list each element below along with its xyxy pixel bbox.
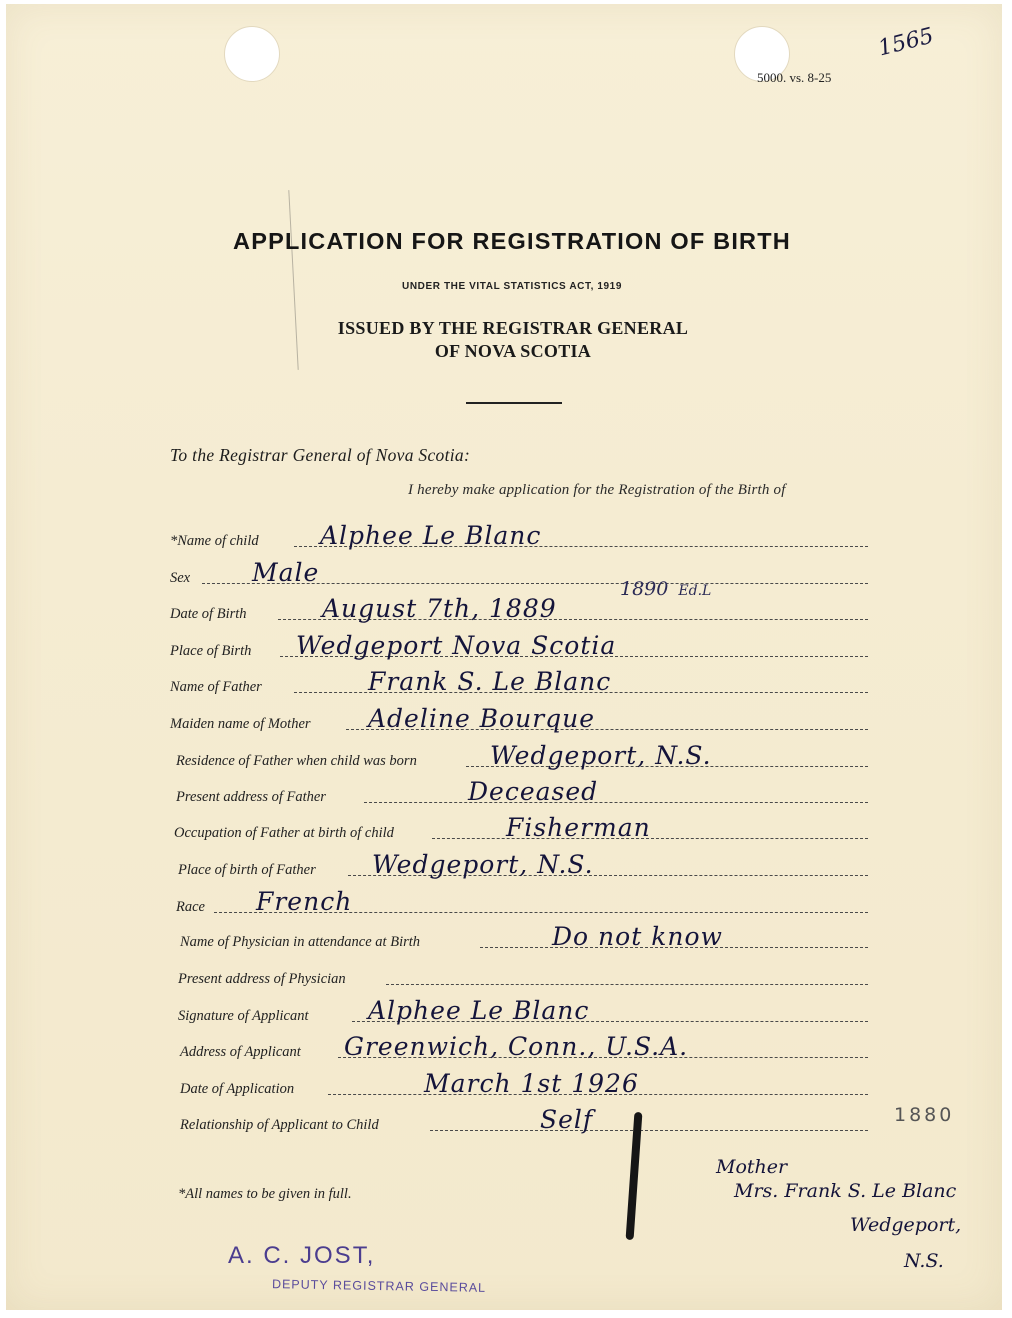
field-label: Present address of Physician: [178, 971, 346, 987]
field-label: Name of Physician in attendance at Birth: [180, 934, 421, 950]
year-correction: [620, 578, 711, 600]
field-value: Do not know: [552, 922, 723, 951]
footnote: *All names to be given in full.: [178, 1186, 352, 1202]
file-number: 1565: [875, 23, 937, 62]
field-label: Occupation of Father at birth of child: [174, 825, 394, 841]
field-label: *Name of child: [170, 533, 259, 549]
field-signature-of-applicant: [170, 996, 868, 1027]
form-number: 5000. vs. 8-25: [757, 70, 832, 85]
field-line: [386, 984, 868, 985]
field-value: August 7th, 1889: [322, 594, 557, 623]
salutation: To the Registrar General of Nova Scotia:: [170, 445, 471, 465]
field-label: Date of Birth: [170, 606, 247, 622]
issuing-authority-line2: OF NOVA SCOTIA: [434, 341, 592, 361]
field-maiden-name-of-mother: [170, 704, 868, 735]
field-value: Greenwich, Conn., U.S.A.: [344, 1032, 689, 1061]
field-present-address-of-physician: [170, 966, 868, 990]
mother-note-label: Mother: [716, 1156, 788, 1178]
field-label: Signature of Applicant: [178, 1008, 309, 1024]
field-name-of-child: [170, 521, 868, 552]
field-label: Place of Birth: [170, 643, 252, 659]
field-label: Place of birth of Father: [178, 862, 316, 878]
title-divider: [466, 402, 562, 404]
field-value: Alphee Le Blanc: [320, 521, 542, 550]
field-value: French: [256, 887, 353, 916]
document-subtitle: UNDER THE VITAL STATISTICS ACT, 1919: [402, 281, 622, 292]
field-value: Wedgeport, N.S.: [372, 850, 594, 879]
stamp-name: A. C. JOST,: [228, 1242, 376, 1269]
field-label: Date of Application: [180, 1081, 295, 1097]
declaration: I hereby make application for the Registration of the Birth of: [408, 482, 786, 498]
field-label: Sex: [170, 570, 191, 586]
field-place-of-birth-of-father: [170, 850, 868, 881]
field-value: Male: [252, 558, 320, 587]
field-date-of-birth: [170, 594, 868, 625]
field-relationship-of-applicant: [170, 1105, 868, 1136]
field-line: [364, 802, 868, 803]
field-race: [170, 887, 868, 918]
field-line: [430, 1130, 868, 1131]
field-value: Wedgeport, N.S.: [490, 741, 712, 770]
mother-note-province: N.S.: [904, 1250, 944, 1272]
stamp-title: DEPUTY REGISTRAR GENERAL: [271, 1277, 487, 1295]
field-sex: [170, 558, 868, 589]
corrected-year: 1890: [620, 578, 669, 600]
field-label: Race: [176, 899, 205, 915]
mother-note-name: Mrs. Frank S. Le Blanc: [734, 1180, 957, 1202]
field-value: Frank S. Le Blanc: [368, 667, 612, 696]
field-value: March 1st 1926: [424, 1069, 639, 1098]
issuing-authority-line1: ISSUED BY THE REGISTRAR GENERAL: [337, 318, 689, 338]
marginal-number: 1880: [894, 1104, 955, 1126]
field-value: Deceased: [468, 777, 599, 806]
field-label: Maiden name of Mother: [170, 716, 311, 732]
document-title: APPLICATION FOR REGISTRATION OF BIRTH: [233, 228, 791, 254]
field-label: Residence of Father when child was born: [176, 753, 417, 769]
field-value: Adeline Bourque: [368, 704, 596, 733]
field-present-address-of-father: [170, 777, 868, 808]
field-value: Wedgeport Nova Scotia: [296, 631, 617, 660]
mother-note-town: Wedgeport,: [850, 1214, 962, 1236]
field-date-of-application: [170, 1069, 868, 1100]
field-label: Relationship of Applicant to Child: [180, 1117, 379, 1133]
correction-initials: Ed.L: [678, 583, 712, 599]
field-name-of-physician: [170, 922, 868, 953]
field-place-of-birth: [170, 631, 868, 662]
field-residence-of-father: [170, 741, 868, 772]
field-label: Name of Father: [170, 679, 262, 695]
field-value: Self: [540, 1105, 594, 1134]
issuing-authority: [0, 317, 1012, 363]
field-value: Alphee Le Blanc: [368, 996, 590, 1025]
field-occupation-of-father: [170, 813, 868, 844]
field-address-of-applicant: [170, 1032, 868, 1063]
punch-hole-left: [224, 26, 280, 82]
field-name-of-father: [170, 667, 868, 698]
field-value: Fisherman: [506, 813, 651, 842]
field-label: Present address of Father: [176, 789, 326, 805]
field-label: Address of Applicant: [180, 1044, 301, 1060]
